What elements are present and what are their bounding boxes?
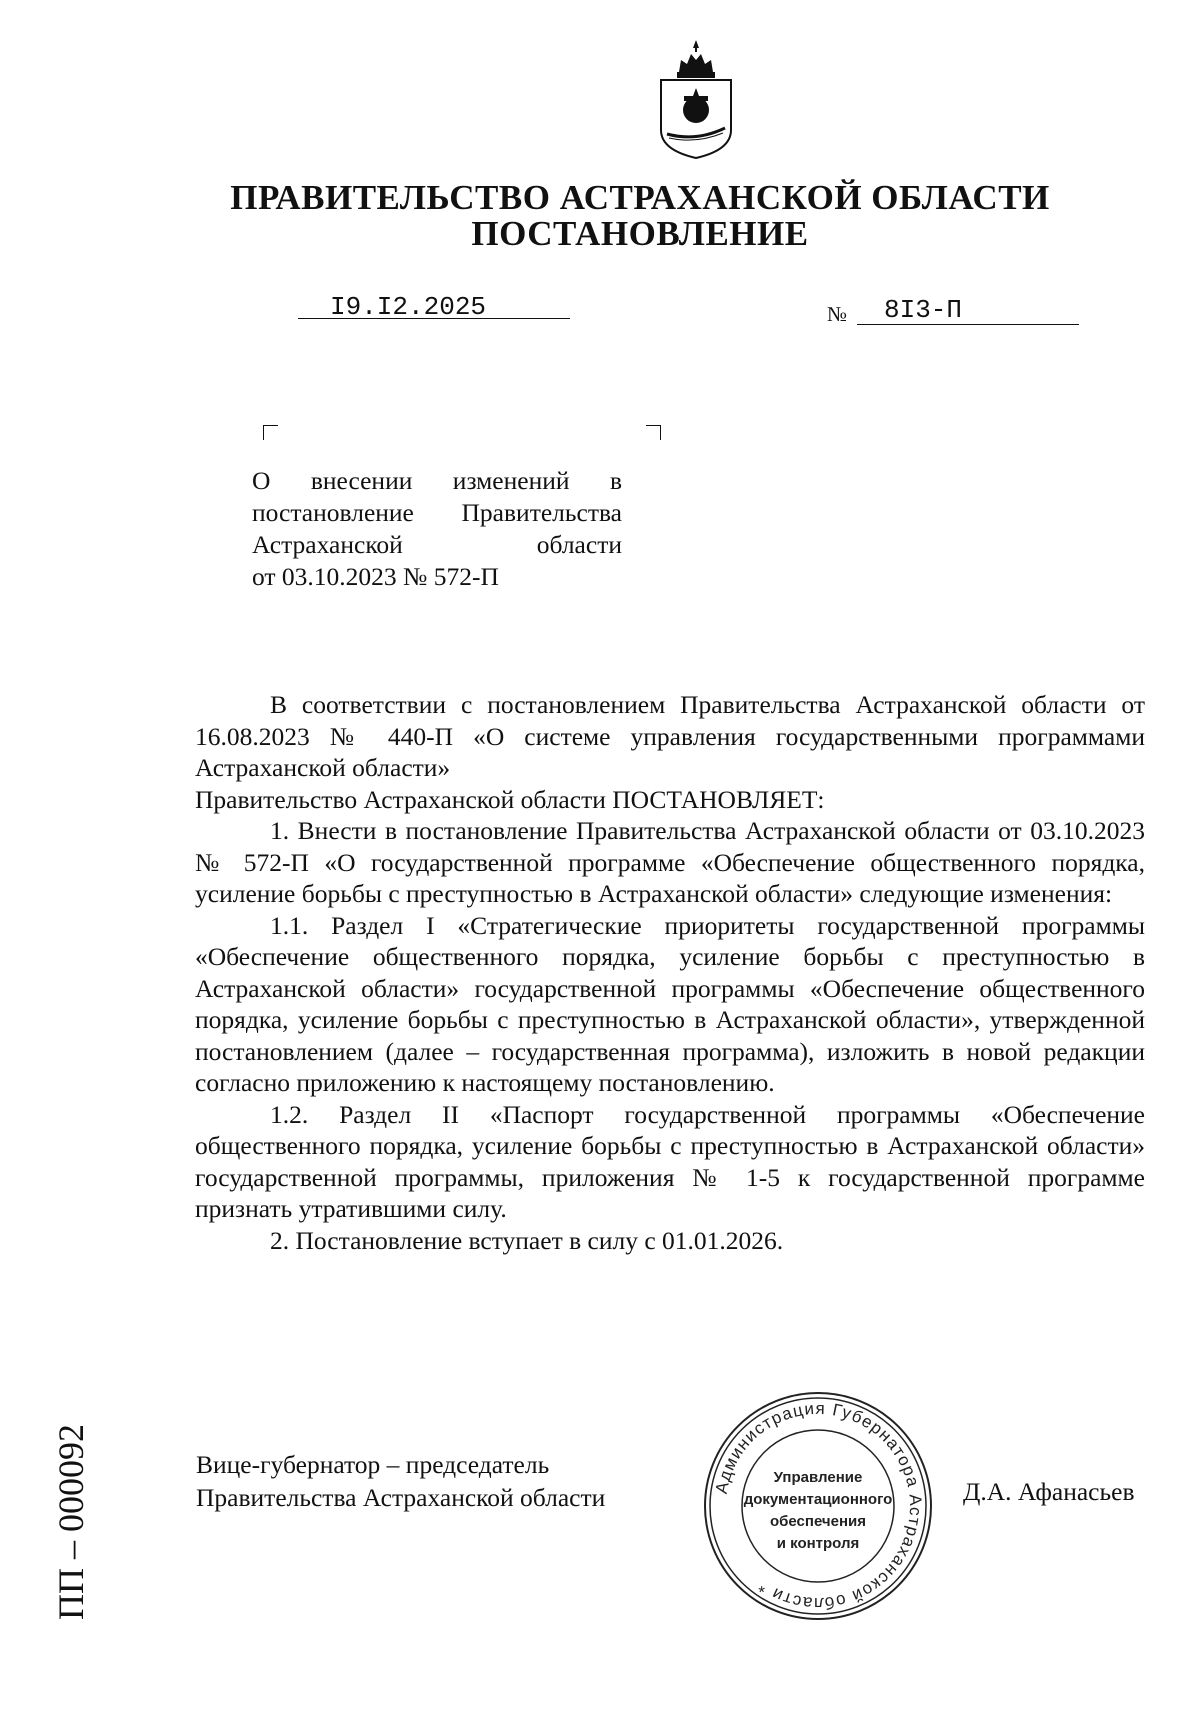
- number-sign: №: [827, 302, 848, 326]
- organization-title: ПРАВИТЕЛЬСТВО АСТРАХАНСКОЙ ОБЛАСТИ: [230, 178, 1050, 217]
- crown-icon: [677, 40, 715, 78]
- number-underline: [857, 324, 1079, 325]
- preamble-paragraph: В соответствии с постановлением Правительства Астраханской области от 16.08.2023 № 440-П «О системе управления государственными программами Астраханской области»: [195, 690, 1145, 782]
- document-date: I9.I2.2025: [330, 292, 487, 322]
- signer-name: Д.А. Афанасьев: [963, 1477, 1135, 1506]
- subject-line: от 03.10.2023 № 572-П: [252, 562, 499, 591]
- seal-outer-text: Администрация Губернатора Астраханской области *: [711, 1398, 926, 1614]
- seal-inner-line: Управление: [773, 1469, 863, 1486]
- signer-position-line: Вице-губернатор – председатель: [196, 1450, 550, 1479]
- document-number: 8I3-П: [884, 295, 963, 325]
- document-body: [195, 689, 1145, 1256]
- signer-position: [196, 1448, 605, 1514]
- item-1-1-paragraph: 1.1. Раздел I «Стратегические приоритеты государственной программы «Обеспечение общественного порядка, усиление борьбы с преступностью в Астраханской области» государственной программы «Обеспечение общественного порядка, усиление борьбы с преступностью в Астраханской области», утвержденной постановлением (далее – государственная программа), изложить в новой редакции согласно приложению к настоящему постановлению.: [195, 910, 1145, 1097]
- document-type-title: ПОСТАНОВЛЕНИЕ: [471, 214, 809, 253]
- subject-corner-right: [646, 425, 661, 440]
- item-2-paragraph: 2. Постановление вступает в силу с 01.01.2026.: [270, 1225, 784, 1255]
- subject-line: Астраханской области: [252, 530, 622, 559]
- date-underline: [298, 318, 570, 319]
- registration-number-stamp: ПП – 000092: [51, 1424, 91, 1620]
- official-seal: [702, 1390, 934, 1622]
- coat-of-arms-emblem: [651, 38, 741, 162]
- subject-corner-left: [263, 425, 278, 440]
- document-subject: [252, 465, 622, 593]
- seal-inner-line: обеспечения: [769, 1513, 867, 1530]
- signer-position-line: Правительства Астраханской области: [196, 1483, 606, 1512]
- subject-line: О внесении изменений в: [252, 466, 622, 495]
- seal-inner-line: и контроля: [776, 1535, 860, 1552]
- resolves-paragraph: Правительство Астраханской области ПОСТАНОВЛЯЕТ:: [195, 784, 825, 814]
- item-1-2-paragraph: 1.2. Раздел II «Паспорт государственной программы «Обеспечение общественного порядка, усиление борьбы с преступностью в Астраханской области» государственной программы, приложения № 1-5 к государственной программе признать утратившими силу.: [195, 1099, 1145, 1223]
- item-1-paragraph: 1. Внести в постановление Правительства Астраханской области от 03.10.2023 № 572-П «О государственной программе «Обеспечение общественного порядка, усиление борьбы с преступностью в Астраханской области» следующие изменения:: [195, 816, 1145, 908]
- seal-inner-line: документационного: [743, 1491, 893, 1508]
- subject-line: постановление Правительства: [252, 498, 622, 527]
